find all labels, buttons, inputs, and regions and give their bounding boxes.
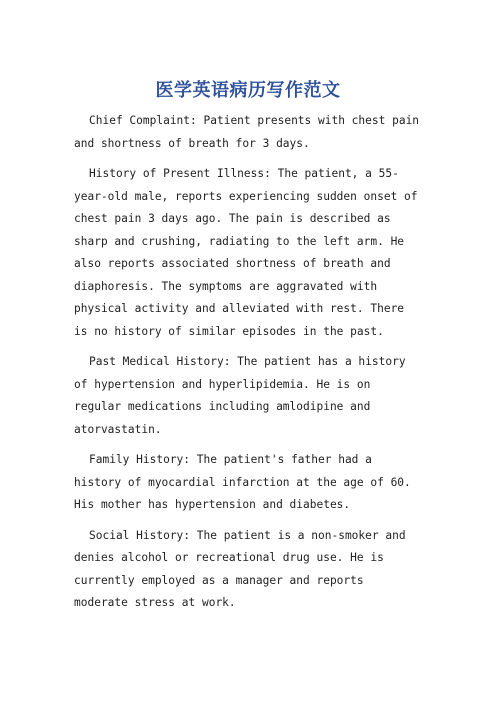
document-title: 医学英语病历写作范文 bbox=[155, 80, 341, 101]
paragraph-past-medical-history: Past Medical History: The patient has a history of hypertension and hyperlipidemia. He is on regular medications including amlodipine and atorvastatin. bbox=[74, 355, 406, 436]
paragraph-family-history: Family History: The patient's father had a history of myocardial infarction at the age of 60. His mother has hypertension and diabetes. bbox=[74, 453, 411, 511]
document-body bbox=[74, 110, 422, 623]
paragraph-history-present-illness: History of Present Illness: The patient, a 55-year-old male, reports experiencing sudden onset of chest pain 3 days ago. The pain is described as sharp and crushing, radiating to the left arm. He also reports associated shortness of breath and diaphoresis. The symptoms are aggravated with physical activity and alleviated with rest. There is no history of similar episodes in the past. bbox=[74, 167, 418, 338]
paragraph-social-history: Social History: The patient is a non-smoker and denies alcohol or recreational drug use. He is currently employed as a manager and reports moderate stress at work. bbox=[74, 528, 406, 609]
paragraph-chief-complaint: Chief Complaint: Patient presents with chest pain and shortness of breath for 3 days. bbox=[74, 114, 420, 150]
